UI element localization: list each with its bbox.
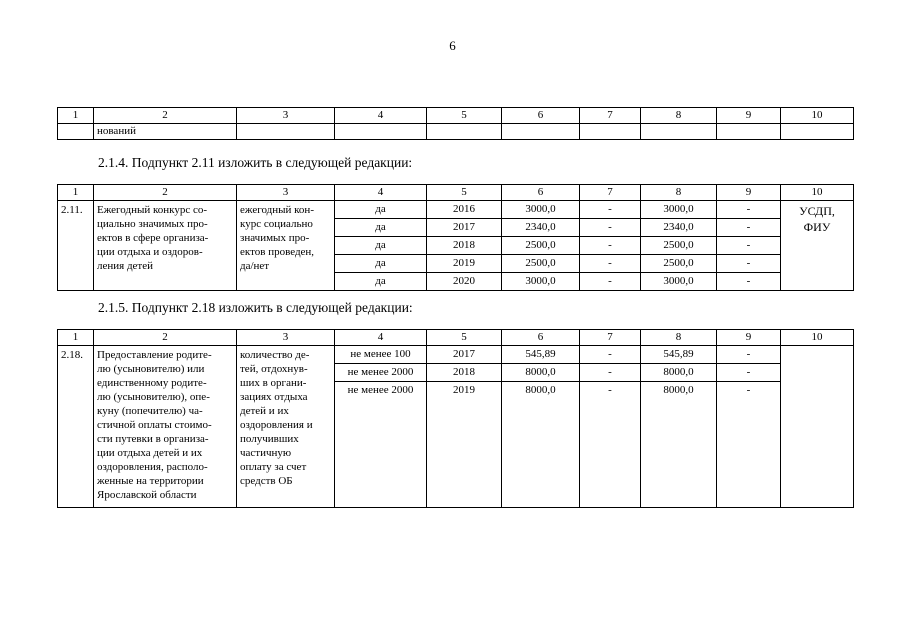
header-cell: 3 [237,108,335,124]
item-name: Предоставление родите- лю (усыновителю) или единственному родите- лю (усыновителю), опе- куну (попечителю) ча- стичной оплаты стоимо- сти путевки в организа- ции отдыха детей и их оздоровления, располо- женные на территории Ярославской области [94,346,237,508]
col6-value: 545,89 [502,346,580,364]
header-cell: 5 [427,108,502,124]
header-cell: 4 [335,185,427,201]
col9-value: - [717,219,781,237]
responsible-empty [781,346,854,508]
col7-cell [580,346,641,508]
col8-value: 2340,0 [641,219,717,237]
year-value: 2018 [427,237,502,255]
table-row [58,124,854,140]
table-2-11 [57,184,854,291]
header-cell: 10 [781,108,854,124]
header-row [58,185,854,201]
col8-value: 545,89 [641,346,717,364]
header-cell: 9 [717,330,781,346]
col7-cell [580,201,641,291]
col9-value: - [717,255,781,273]
col7-value: - [580,364,641,382]
header-cell: 4 [335,108,427,124]
col4-value: не менее 2000 [335,364,427,382]
col9-value: - [746,275,751,287]
item-indicator: количество де- тей, отдохнув- ших в органи- зациях отдыха детей и их оздоровления и получивших частичную оплату за счет средств ОБ [237,346,335,508]
header-row [58,108,854,124]
col8-value: 8000,0 [663,384,694,396]
col4-value: да [335,237,427,255]
header-cell: 2 [94,108,237,124]
year-value: 2020 [453,275,475,287]
col7-value: - [580,237,641,255]
col8-value: 2500,0 [641,255,717,273]
responsible: УСДП, ФИУ [781,201,854,291]
header-cell: 6 [502,108,580,124]
col6-cell [502,346,580,508]
header-cell: 6 [502,185,580,201]
col8-value: 3000,0 [641,201,717,219]
col8-value: 8000,0 [641,364,717,382]
section-heading-2-1-5: 2.1.5. Подпункт 2.18 изложить в следующей редакции: [98,300,413,315]
header-cell: 10 [781,185,854,201]
table-2-18 [57,329,854,508]
page-number: 6 [449,38,456,53]
header-cell: 8 [641,330,717,346]
col4-value: да [375,275,386,287]
header-cell: 5 [427,185,502,201]
header-cell: 9 [717,185,781,201]
col6-value: 2340,0 [502,219,580,237]
table-row [58,346,854,508]
col7-value: - [580,201,641,219]
col6-value: 3000,0 [502,201,580,219]
col9-value: - [717,346,781,364]
col6-value: 2500,0 [502,255,580,273]
header-cell: 6 [502,330,580,346]
item-name: Ежегодный конкурс со- циально значимых про- ектов в сфере организа- ции отдыха и оздоров- ления детей [94,201,237,291]
header-cell: 3 [237,330,335,346]
col4-cell [335,201,427,291]
year-value: 2017 [427,346,502,364]
col9-value: - [717,237,781,255]
header-cell: 8 [641,108,717,124]
year-cell [427,346,502,508]
header-cell: 8 [641,185,717,201]
col9-value: - [717,364,781,382]
col6-cell [502,201,580,291]
col7-value: - [580,346,641,364]
item-number: 2.11. [58,201,94,291]
header-cell: 2 [94,185,237,201]
col8-cell [641,346,717,508]
col7-value: - [580,255,641,273]
col9-value: - [746,384,751,396]
col8-cell [641,201,717,291]
header-cell: 7 [580,108,641,124]
top-table [57,107,854,140]
header-cell: 1 [58,330,94,346]
col7-value: - [608,384,612,396]
header-row [58,330,854,346]
col9-cell [717,346,781,508]
col4-value: да [335,219,427,237]
col8-value: 3000,0 [663,275,694,287]
header-cell: 3 [237,185,335,201]
item-number: 2.18. [58,346,94,508]
header-cell: 5 [427,330,502,346]
item-indicator: ежегодный кон- курс социально значимых про- ектов проведен, да/нет [237,201,335,291]
header-cell: 9 [717,108,781,124]
col6-value: 3000,0 [525,275,556,287]
col4-value: не менее 100 [335,346,427,364]
year-value: 2016 [427,201,502,219]
header-cell: 10 [781,330,854,346]
col8-value: 2500,0 [641,237,717,255]
col9-value: - [717,201,781,219]
col4-value: да [335,255,427,273]
col9-cell [717,201,781,291]
continuation-text: нований [94,124,237,140]
header-cell: 1 [58,185,94,201]
header-cell: 7 [580,185,641,201]
year-value: 2018 [427,364,502,382]
col6-value: 8000,0 [502,364,580,382]
year-value: 2019 [427,255,502,273]
header-cell: 4 [335,330,427,346]
section-heading-2-1-4: 2.1.4. Подпункт 2.11 изложить в следующей редакции: [98,155,413,170]
header-cell: 2 [94,330,237,346]
col6-value: 2500,0 [502,237,580,255]
col4-value: не менее 2000 [347,384,414,396]
col6-value: 8000,0 [525,384,556,396]
col7-value: - [608,275,612,287]
col4-cell [335,346,427,508]
col4-value: да [335,201,427,219]
table-row [58,201,854,291]
header-cell: 1 [58,108,94,124]
year-value: 2019 [453,384,475,396]
year-value: 2017 [427,219,502,237]
col7-value: - [580,219,641,237]
year-cell [427,201,502,291]
header-cell: 7 [580,330,641,346]
